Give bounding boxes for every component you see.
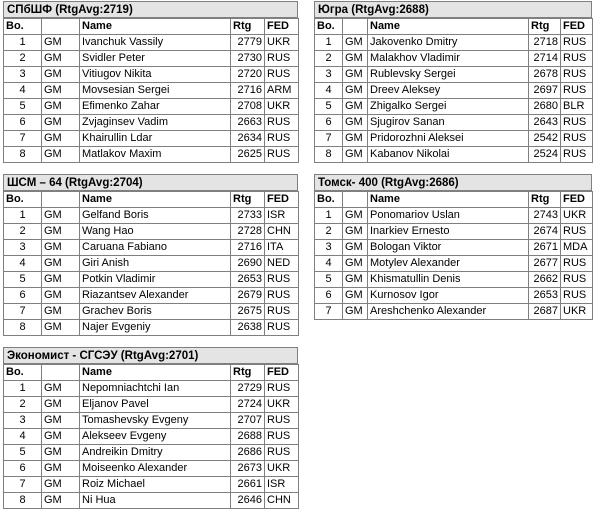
board-number: 3 — [315, 240, 343, 256]
player-federation: ARM — [265, 83, 299, 99]
player-rating: 2743 — [529, 208, 561, 224]
board-number: 8 — [315, 147, 343, 163]
board-number: 6 — [4, 115, 42, 131]
team-table-ekonomist-sgseu — [3, 347, 299, 509]
board-number: 4 — [4, 256, 42, 272]
player-title: GM — [343, 147, 368, 163]
player-row — [4, 83, 299, 99]
board-number: 7 — [4, 477, 42, 493]
player-title: GM — [42, 147, 80, 163]
player-title: GM — [343, 51, 368, 67]
player-row — [4, 67, 299, 83]
player-row — [4, 477, 299, 493]
player-rating: 2675 — [231, 304, 265, 320]
player-title: GM — [42, 131, 80, 147]
board-number: 1 — [4, 208, 42, 224]
player-federation: RUS — [561, 35, 593, 51]
player-title: GM — [42, 477, 80, 493]
player-federation: MDA — [561, 240, 593, 256]
header-rating: Rtg — [231, 19, 265, 35]
player-row — [4, 445, 299, 461]
player-federation: RUS — [265, 115, 299, 131]
player-title: GM — [42, 445, 80, 461]
player-rating: 2729 — [231, 381, 265, 397]
player-federation: RUS — [561, 51, 593, 67]
player-federation: RUS — [265, 304, 299, 320]
roster-table — [3, 18, 299, 163]
player-rating: 2673 — [231, 461, 265, 477]
player-row — [4, 381, 299, 397]
player-rating: 2674 — [529, 224, 561, 240]
board-number: 7 — [315, 304, 343, 320]
player-title: GM — [343, 115, 368, 131]
player-name: Ni Hua — [80, 493, 231, 509]
board-number: 2 — [4, 224, 42, 240]
player-rating: 2718 — [529, 35, 561, 51]
player-rating: 2714 — [529, 51, 561, 67]
player-name: Vitiugov Nikita — [80, 67, 231, 83]
board-number: 2 — [315, 224, 343, 240]
board-number: 5 — [315, 99, 343, 115]
player-row — [315, 67, 593, 83]
header-row — [4, 192, 299, 208]
roster-table — [3, 191, 299, 336]
player-rating: 2625 — [231, 147, 265, 163]
header-name: Name — [80, 19, 231, 35]
player-federation: NED — [265, 256, 299, 272]
player-row — [315, 131, 593, 147]
player-federation: RUS — [265, 381, 299, 397]
player-title: GM — [343, 131, 368, 147]
team-title: ШСМ – 64 (RtgAvg:2704) — [3, 174, 298, 191]
header-board: Bo. — [315, 192, 343, 208]
header-title — [42, 365, 80, 381]
player-federation: RUS — [561, 67, 593, 83]
player-federation: RUS — [561, 224, 593, 240]
player-rating: 2716 — [231, 240, 265, 256]
player-row — [4, 397, 299, 413]
player-rating: 2687 — [529, 304, 561, 320]
player-name: Bologan Viktor — [368, 240, 529, 256]
team-title: СПбШФ (RtgAvg:2719) — [3, 1, 298, 18]
header-rating: Rtg — [529, 19, 561, 35]
board-number: 3 — [4, 67, 42, 83]
board-number: 6 — [4, 461, 42, 477]
player-title: GM — [343, 288, 368, 304]
player-federation: ITA — [265, 240, 299, 256]
board-number: 4 — [315, 83, 343, 99]
board-number: 8 — [4, 493, 42, 509]
header-title — [343, 19, 368, 35]
player-row — [4, 224, 299, 240]
player-rating: 2646 — [231, 493, 265, 509]
player-federation: ISR — [265, 208, 299, 224]
player-rating: 2720 — [231, 67, 265, 83]
header-row — [315, 192, 593, 208]
player-row — [4, 115, 299, 131]
player-name: Wang Hao — [80, 224, 231, 240]
board-number: 5 — [4, 445, 42, 461]
player-row — [4, 272, 299, 288]
roster-table — [3, 364, 299, 509]
header-rating: Rtg — [231, 192, 265, 208]
board-number: 1 — [4, 381, 42, 397]
board-number: 4 — [315, 256, 343, 272]
player-name: Matlakov Maxim — [80, 147, 231, 163]
player-title: GM — [343, 240, 368, 256]
player-title: GM — [343, 224, 368, 240]
player-rating: 2677 — [529, 256, 561, 272]
player-rating: 2678 — [529, 67, 561, 83]
player-name: Gelfand Boris — [80, 208, 231, 224]
board-number: 8 — [4, 320, 42, 336]
header-rating: Rtg — [529, 192, 561, 208]
player-federation: RUS — [561, 131, 593, 147]
player-title: GM — [42, 288, 80, 304]
player-rating: 2542 — [529, 131, 561, 147]
player-rating: 2707 — [231, 413, 265, 429]
player-name: Kabanov Nikolai — [368, 147, 529, 163]
player-title: GM — [42, 83, 80, 99]
player-row — [315, 208, 593, 224]
player-federation: BLR — [561, 99, 593, 115]
player-row — [4, 51, 299, 67]
player-federation: ISR — [265, 477, 299, 493]
board-number: 4 — [4, 429, 42, 445]
player-rating: 2663 — [231, 115, 265, 131]
player-row — [4, 288, 299, 304]
player-rating: 2686 — [231, 445, 265, 461]
player-row — [4, 320, 299, 336]
player-row — [4, 240, 299, 256]
header-rating: Rtg — [231, 365, 265, 381]
player-row — [315, 272, 593, 288]
player-federation: UKR — [265, 99, 299, 115]
player-title: GM — [42, 413, 80, 429]
player-rating: 2728 — [231, 224, 265, 240]
player-row — [315, 288, 593, 304]
player-name: Roiz Michael — [80, 477, 231, 493]
player-title: GM — [42, 51, 80, 67]
player-row — [4, 208, 299, 224]
player-name: Zhigalko Sergei — [368, 99, 529, 115]
player-federation: UKR — [265, 35, 299, 51]
board-number: 1 — [315, 35, 343, 51]
player-federation: RUS — [265, 131, 299, 147]
player-title: GM — [343, 208, 368, 224]
header-title — [42, 192, 80, 208]
player-title: GM — [42, 224, 80, 240]
board-number: 2 — [315, 51, 343, 67]
player-row — [315, 115, 593, 131]
player-row — [4, 461, 299, 477]
player-name: Tomashevsky Evgeny — [80, 413, 231, 429]
player-title: GM — [42, 320, 80, 336]
player-row — [315, 147, 593, 163]
player-name: Eljanov Pavel — [80, 397, 231, 413]
header-federation: FED — [561, 19, 593, 35]
header-federation: FED — [265, 19, 299, 35]
team-table-shsm-64 — [3, 174, 299, 336]
board-number: 3 — [4, 240, 42, 256]
player-row — [4, 493, 299, 509]
player-federation: RUS — [561, 83, 593, 99]
player-name: Sjugirov Sanan — [368, 115, 529, 131]
player-title: GM — [42, 304, 80, 320]
player-federation: RUS — [265, 320, 299, 336]
player-name: Motylev Alexander — [368, 256, 529, 272]
player-name: Ivanchuk Vassily — [80, 35, 231, 51]
player-row — [315, 304, 593, 320]
player-name: Khairullin Ldar — [80, 131, 231, 147]
board-number: 4 — [4, 83, 42, 99]
header-board: Bo. — [315, 19, 343, 35]
header-row — [315, 19, 593, 35]
player-federation: RUS — [561, 256, 593, 272]
board-number: 5 — [315, 272, 343, 288]
player-row — [4, 131, 299, 147]
player-row — [315, 256, 593, 272]
player-name: Caruana Fabiano — [80, 240, 231, 256]
player-name: Pridorozhni Aleksei — [368, 131, 529, 147]
player-title: GM — [343, 67, 368, 83]
player-row — [315, 35, 593, 51]
player-title: GM — [42, 67, 80, 83]
player-rating: 2653 — [529, 288, 561, 304]
player-row — [315, 240, 593, 256]
player-federation: UKR — [265, 461, 299, 477]
player-name: Andreikin Dmitry — [80, 445, 231, 461]
player-federation: RUS — [265, 147, 299, 163]
player-rating: 2680 — [529, 99, 561, 115]
player-federation: RUS — [265, 272, 299, 288]
player-name: Potkin Vladimir — [80, 272, 231, 288]
player-row — [4, 147, 299, 163]
player-name: Movsesian Sergei — [80, 83, 231, 99]
player-title: GM — [42, 240, 80, 256]
player-name: Zvjaginsev Vadim — [80, 115, 231, 131]
header-title — [42, 19, 80, 35]
player-title: GM — [42, 208, 80, 224]
player-title: GM — [343, 83, 368, 99]
roster-table — [314, 18, 593, 163]
player-federation: RUS — [265, 51, 299, 67]
player-title: GM — [42, 272, 80, 288]
board-number: 7 — [315, 131, 343, 147]
player-rating: 2671 — [529, 240, 561, 256]
board-number: 1 — [4, 35, 42, 51]
player-federation: CHN — [265, 224, 299, 240]
player-federation: RUS — [561, 288, 593, 304]
team-title: Томск- 400 (RtgAvg:2686) — [314, 174, 592, 191]
board-number: 7 — [4, 304, 42, 320]
player-title: GM — [42, 99, 80, 115]
player-rating: 2679 — [231, 288, 265, 304]
player-name: Dreev Aleksey — [368, 83, 529, 99]
player-name: Areshchenko Alexander — [368, 304, 529, 320]
player-title: GM — [42, 381, 80, 397]
player-row — [4, 429, 299, 445]
board-number: 5 — [4, 272, 42, 288]
player-row — [315, 224, 593, 240]
board-number: 5 — [4, 99, 42, 115]
board-number: 3 — [315, 67, 343, 83]
player-title: GM — [42, 429, 80, 445]
player-rating: 2733 — [231, 208, 265, 224]
player-federation: RUS — [265, 288, 299, 304]
player-federation: RUS — [561, 115, 593, 131]
player-name: Giri Anish — [80, 256, 231, 272]
player-name: Inarkiev Ernesto — [368, 224, 529, 240]
player-federation: RUS — [265, 445, 299, 461]
header-federation: FED — [265, 192, 299, 208]
player-rating: 2661 — [231, 477, 265, 493]
player-rating: 2643 — [529, 115, 561, 131]
player-rating: 2716 — [231, 83, 265, 99]
header-board: Bo. — [4, 192, 42, 208]
player-title: GM — [343, 304, 368, 320]
player-rating: 2634 — [231, 131, 265, 147]
player-rating: 2638 — [231, 320, 265, 336]
team-table-yugra — [314, 1, 593, 163]
player-row — [315, 99, 593, 115]
player-name: Riazantsev Alexander — [80, 288, 231, 304]
player-row — [315, 83, 593, 99]
board-number: 3 — [4, 413, 42, 429]
player-title: GM — [343, 35, 368, 51]
player-federation: RUS — [265, 67, 299, 83]
player-name: Grachev Boris — [80, 304, 231, 320]
board-number: 6 — [315, 288, 343, 304]
roster-table — [314, 191, 593, 320]
player-name: Moiseenko Alexander — [80, 461, 231, 477]
player-title: GM — [42, 461, 80, 477]
team-title: Югра (RtgAvg:2688) — [314, 1, 592, 18]
team-title: Экономист - СГСЭУ (RtgAvg:2701) — [3, 347, 298, 364]
header-board: Bo. — [4, 19, 42, 35]
player-name: Khismatullin Denis — [368, 272, 529, 288]
team-table-spbshf — [3, 1, 299, 163]
player-rating: 2730 — [231, 51, 265, 67]
board-number: 7 — [4, 131, 42, 147]
header-name: Name — [80, 365, 231, 381]
player-name: Ponomariov Uslan — [368, 208, 529, 224]
team-table-tomsk-400 — [314, 174, 593, 320]
header-name: Name — [368, 192, 529, 208]
player-name: Svidler Peter — [80, 51, 231, 67]
header-name: Name — [80, 192, 231, 208]
player-title: GM — [42, 493, 80, 509]
player-rating: 2688 — [231, 429, 265, 445]
board-number: 6 — [4, 288, 42, 304]
player-row — [4, 99, 299, 115]
player-name: Najer Evgeniy — [80, 320, 231, 336]
header-federation: FED — [265, 365, 299, 381]
player-title: GM — [343, 256, 368, 272]
player-name: Nepomniachtchi Ian — [80, 381, 231, 397]
player-federation: RUS — [265, 413, 299, 429]
player-name: Rublevsky Sergei — [368, 67, 529, 83]
player-federation: CHN — [265, 493, 299, 509]
board-number: 8 — [4, 147, 42, 163]
player-rating: 2690 — [231, 256, 265, 272]
player-name: Malakhov Vladimir — [368, 51, 529, 67]
player-name: Efimenko Zahar — [80, 99, 231, 115]
player-rating: 2724 — [231, 397, 265, 413]
board-number: 6 — [315, 115, 343, 131]
player-rating: 2697 — [529, 83, 561, 99]
player-federation: UKR — [561, 304, 593, 320]
player-federation: RUS — [561, 147, 593, 163]
player-rating: 2524 — [529, 147, 561, 163]
player-title: GM — [42, 35, 80, 51]
player-rating: 2662 — [529, 272, 561, 288]
header-federation: FED — [561, 192, 593, 208]
player-name: Kurnosov Igor — [368, 288, 529, 304]
player-row — [4, 35, 299, 51]
player-name: Jakovenko Dmitry — [368, 35, 529, 51]
player-title: GM — [42, 115, 80, 131]
player-title: GM — [343, 99, 368, 115]
header-board: Bo. — [4, 365, 42, 381]
player-rating: 2779 — [231, 35, 265, 51]
player-federation: UKR — [265, 397, 299, 413]
player-title: GM — [42, 256, 80, 272]
header-row — [4, 19, 299, 35]
player-row — [315, 51, 593, 67]
board-number: 1 — [315, 208, 343, 224]
player-row — [4, 256, 299, 272]
board-number: 2 — [4, 397, 42, 413]
header-name: Name — [368, 19, 529, 35]
player-row — [4, 413, 299, 429]
player-rating: 2653 — [231, 272, 265, 288]
player-title: GM — [343, 272, 368, 288]
board-number: 2 — [4, 51, 42, 67]
header-row — [4, 365, 299, 381]
player-rating: 2708 — [231, 99, 265, 115]
player-federation: RUS — [265, 429, 299, 445]
player-title: GM — [42, 397, 80, 413]
header-title — [343, 192, 368, 208]
player-name: Alekseev Evgeny — [80, 429, 231, 445]
player-federation: UKR — [561, 208, 593, 224]
player-row — [4, 304, 299, 320]
player-federation: RUS — [561, 272, 593, 288]
